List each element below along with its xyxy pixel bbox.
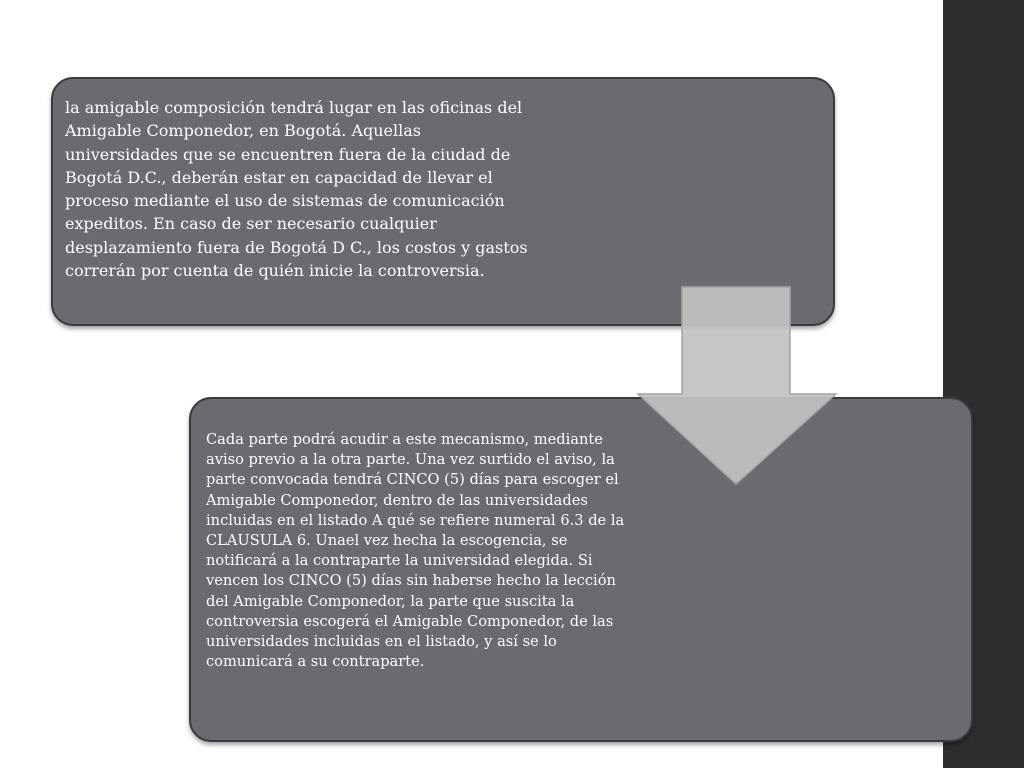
process-box-2: [189, 397, 973, 742]
process-box-2-text: Cada parte podrá acudir a este mecanismo, mediante aviso previo a la otra parte. Una vez surtido el aviso, la parte convocada tendrá CINCO (5) días para escoger el Amigable Componedor, dentro de las universidades incluidas en el listado A qué se refiere numeral 6.3 de la CLAUSULA 6. Unael vez hecha la escogencia, se notificará a la contraparte la universidad elegida. Si vencen los CINCO (5) días sin haberse hecho la lección del Amigable Componedor, la parte que suscita la controversia escogerá el Amigable Componedor, de las universidades incluidas en el listado, y así se lo comunicará a su contraparte.: [206, 431, 625, 671]
process-box-1-text: la amigable composición tendrá lugar en las oficinas del Amigable Componedor, en Bogotá. Aquellas universidades que se encuentren fuera de la ciudad de Bogotá D.C., deberán estar en capacidad de llevar el proceso mediante el uso de sistemas de comunicación expeditos. En caso de ser necesario cualquier desplazamiento fuera de Bogotá D C., los costos y gastos correrán por cuenta de quién inicie la controversia.: [65, 98, 528, 281]
down-arrow-icon: [636, 286, 838, 486]
